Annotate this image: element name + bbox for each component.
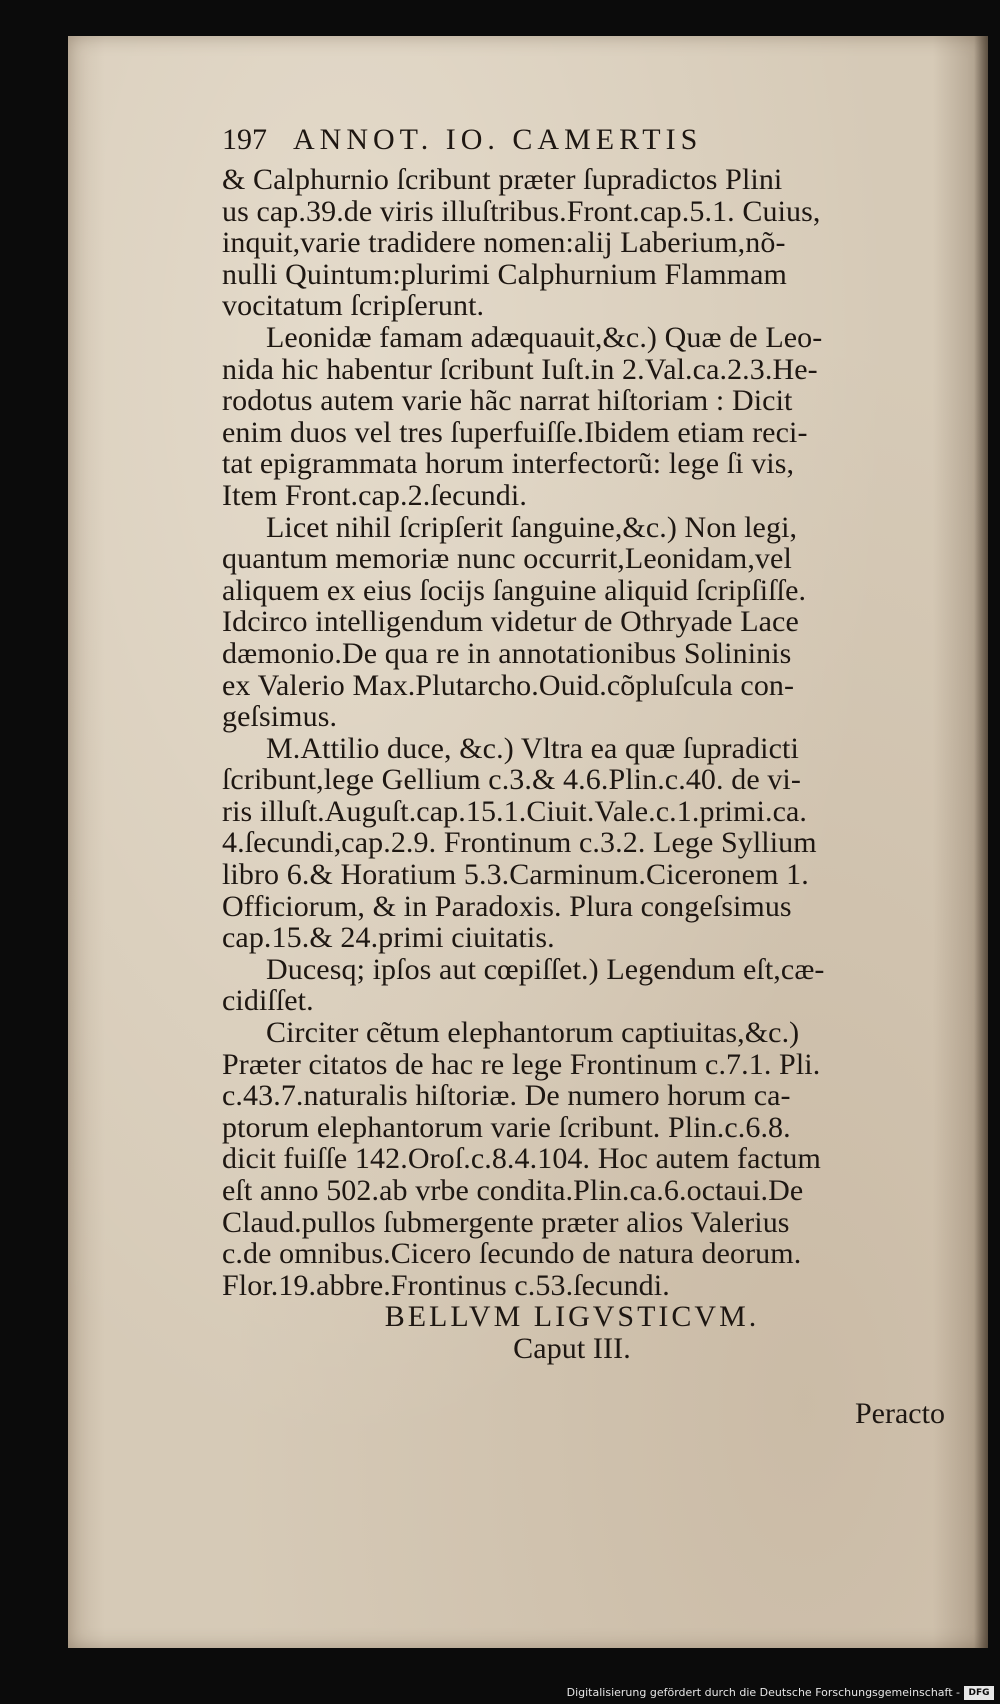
text-line: & Calphurnio ſcribunt præter ſupradictos Plini [222, 163, 783, 196]
folio-number: 197 [222, 123, 267, 156]
catchword: Peracto [855, 1397, 945, 1430]
chapter-heading: Caput III. [513, 1331, 631, 1365]
text-line: eſt anno 502.ab vrbe condita.Plin.ca.6.octaui.De [222, 1174, 804, 1207]
text-line: Idcirco intelligendum videtur de Othryade Lace [222, 605, 799, 639]
text-line: Leonidæ famam adæquauit,&c.) Quæ de Leo- [266, 320, 823, 354]
running-header [222, 124, 962, 164]
text-line: aliquem ex eius ſocijs ſanguine aliquid ſcripſiſſe. [222, 573, 807, 607]
text-line: vocitatum ſcripſerunt. [222, 289, 485, 323]
text-line: Licet nihil ſcripſerit ſanguine,&c.) Non legi, [266, 510, 798, 544]
text-line: ſcribunt,lege Gellium c.3.& 4.6.Plin.c.40. de vi- [222, 763, 801, 797]
text-line: Item Front.cap.2.ſecundi. [222, 478, 527, 512]
text-line: ptorum elephantorum varie ſcribunt. Plin.c.6.8. [222, 1110, 791, 1144]
text-line: ex Valerio Max.Plutarcho.Ouid.cõpluſcula con- [222, 668, 795, 702]
text-line: dæmonio.De qua re in annotationibus Solininis [222, 636, 792, 670]
text-line: dicit fuiſſe 142.Oroſ.c.8.4.104. Hoc autem factum [222, 1142, 821, 1176]
text-line: nida hic habentur ſcribunt Iuſt.in 2.Val.ca.2.3.He- [222, 352, 818, 386]
text-line: M.Attilio duce, &c.) Vltra ea quæ ſupradicti [266, 731, 799, 765]
text-line: inquit,varie tradidere nomen:alij Laberium,nõ- [222, 226, 786, 260]
text-line: Flor.19.abbre.Frontinus c.53.ſecundi. [222, 1268, 670, 1302]
text-line: Claud.pullos ſubmergente præter alios Valerius [222, 1205, 790, 1239]
running-title: ANNOT. IO. CAMERTIS [293, 123, 703, 156]
footer-bar [0, 1680, 1000, 1704]
text-line: ris illuſt.Auguſt.cap.15.1.Ciuit.Vale.c.1.primi.ca. [222, 794, 808, 828]
text-line: 4.ſecundi,cap.2.9. Frontinum c.3.2. Lege Syllium [222, 826, 817, 860]
text-line: geſsimus. [222, 700, 338, 734]
page-edge-shadow [974, 36, 988, 1648]
text-line: Officiorum, & in Paradoxis. Plura congeſsimus [222, 889, 792, 923]
body-text [222, 164, 962, 1301]
dfg-logo: DFG [964, 1686, 994, 1700]
text-line: Circiter cẽtum elephantorum captiuitas,&c.) [266, 1016, 800, 1050]
text-line: Præter citatos de hac re lege Frontinum c.7.1. Pli. [222, 1047, 821, 1081]
text-line: us cap.39.de viris illuſtribus.Front.cap.5.1. Cuius, [222, 194, 821, 228]
text-line: nulli Quintum:plurimi Calphurnium Flammam [222, 257, 787, 291]
text-line: Ducesq; ipſos aut cœpiſſet.) Legendum eſt,cæ- [266, 952, 825, 986]
text-line: cap.15.& 24.primi ciuitatis. [222, 921, 555, 955]
text-line: libro 6.& Horatium 5.3.Carminum.Ciceronem 1. [222, 858, 809, 892]
section-title: BELLVM LIGVSTICVM. [384, 1300, 760, 1334]
page-text-block [222, 124, 962, 1365]
text-line: c.de omnibus.Cicero ſecundo de natura deorum. [222, 1237, 802, 1271]
text-line: enim duos vel tres ſuperfuiſſe.Ibidem etiam reci- [222, 415, 808, 449]
text-line: c.43.7.naturalis hiſtoriæ. De numero horum ca- [222, 1079, 791, 1113]
text-line: quantum memoriæ nunc occurrit,Leonidam,vel [222, 542, 792, 576]
text-line: tat epigrammata horum interfectorũ: lege ſi vis, [222, 447, 795, 481]
text-line: cidiſſet. [222, 984, 314, 1018]
footer-credit: Digitalisierung gefördert durch die Deutsche Forschungsgemeinschaft - [566, 1686, 960, 1699]
text-line: rodotus autem varie hãc narrat hiſtoriam : Dicit [222, 384, 793, 418]
